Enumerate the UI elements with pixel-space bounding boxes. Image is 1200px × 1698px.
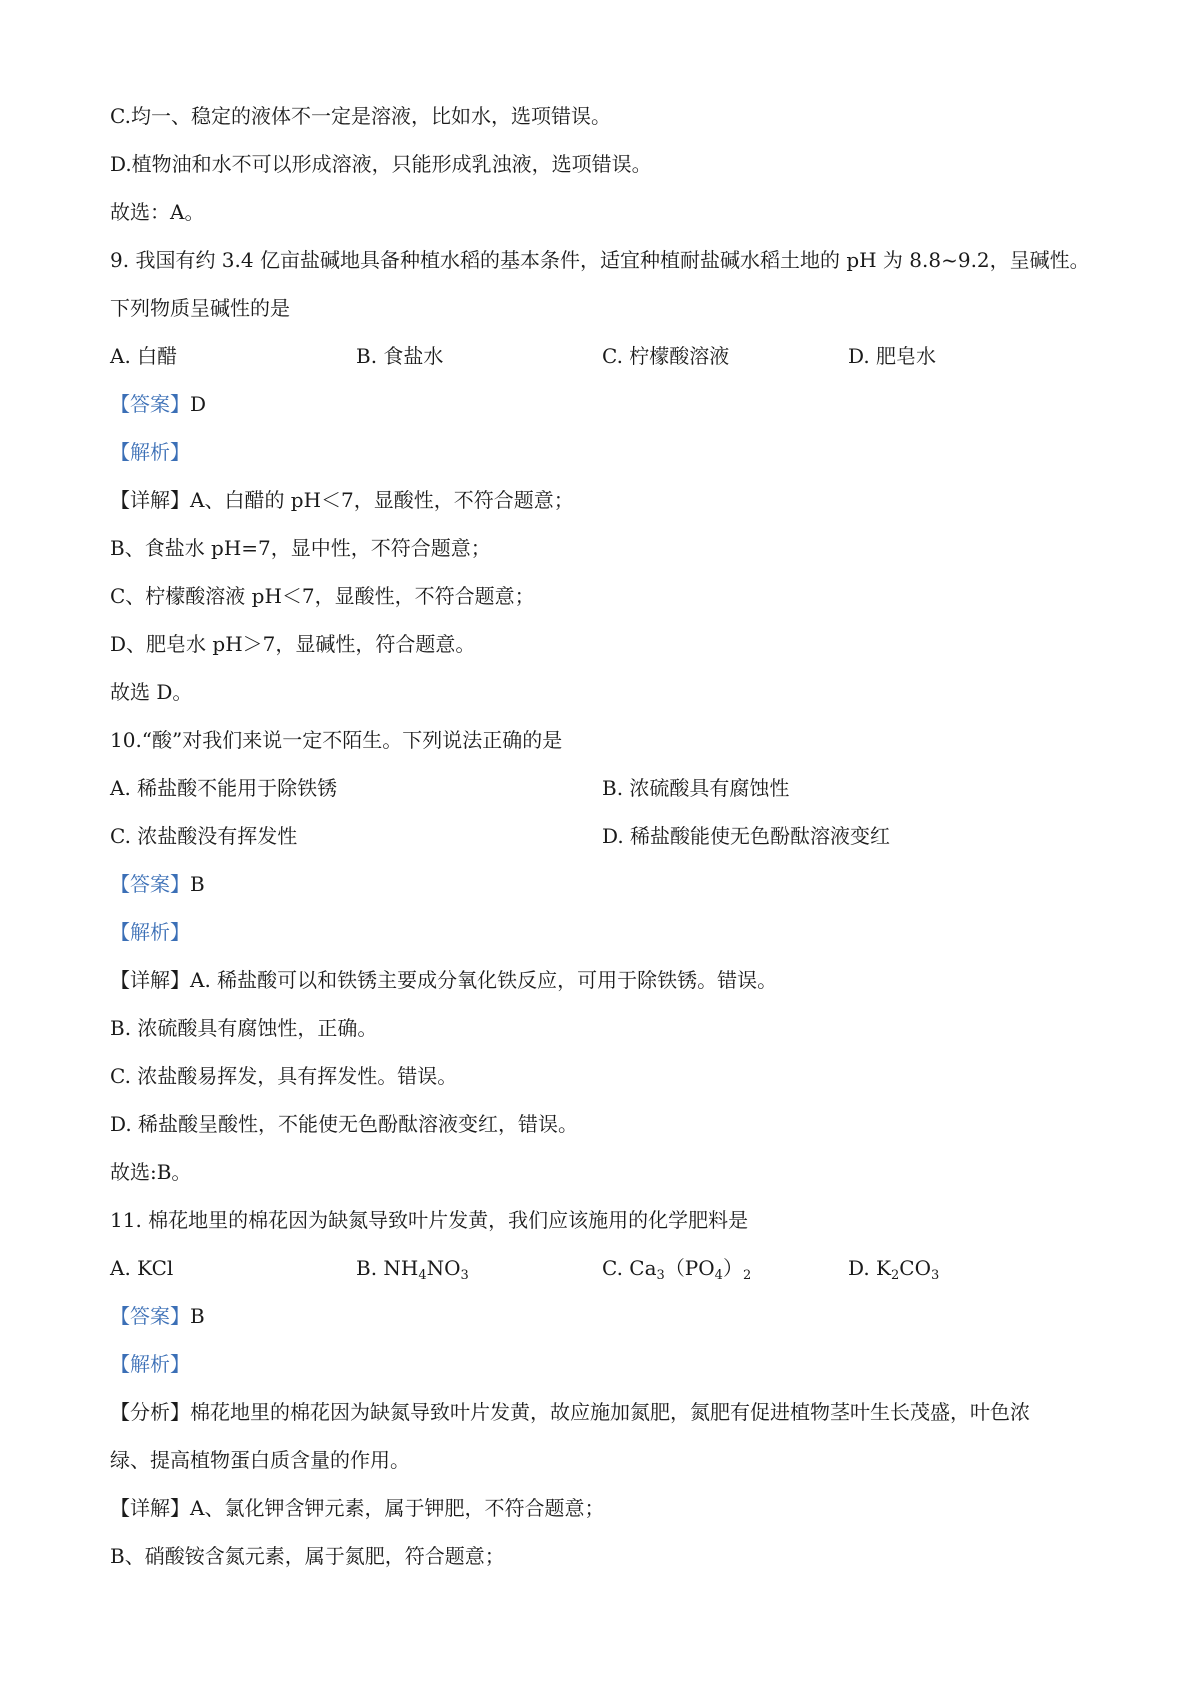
answer-tag: 【答案】	[110, 1304, 190, 1328]
answer-value: B	[190, 1304, 205, 1328]
question-10-stem: 10.“酸”对我们来说一定不陌生。下列说法正确的是	[110, 728, 563, 752]
question-11-stem: 11. 棉花地里的棉花因为缺氮导致叶片发黄，我们应该施用的化学肥料是	[110, 1208, 749, 1232]
answer-line	[110, 860, 1110, 908]
detail-tag: 【详解】	[110, 1496, 190, 1520]
document-page	[110, 92, 1110, 1580]
option-d: D. $K_2CO_3$	[848, 1256, 940, 1283]
analysis-text: 棉花地里的棉花因为缺氮导致叶片发黄，故应施加氮肥，氮肥有促进植物茎叶生长茂盛，叶色浓	[190, 1400, 1030, 1424]
detail-tag: 【详解】	[110, 968, 190, 992]
answer-tag: 【答案】	[110, 872, 190, 896]
conclusion-line: 故选 D。	[110, 680, 193, 704]
detail-line	[110, 1484, 1110, 1532]
answer-tag: 【答案】	[110, 392, 190, 416]
conclusion-line: 故选:B。	[110, 1160, 192, 1184]
question-9-options	[110, 332, 1110, 380]
option-a: A. 白醋	[110, 344, 178, 368]
question-9-stem-cont: 下列物质呈碱性的是	[110, 296, 290, 320]
text-line: 故选：A。	[110, 200, 205, 224]
detail-line: B、食盐水 pH=7，显中性，不符合题意；	[110, 536, 491, 560]
detail-line: C. 浓盐酸易挥发，具有挥发性。错误。	[110, 1064, 458, 1088]
option-c: C. 浓盐酸没有挥发性	[110, 824, 298, 848]
option-c: C. $Ca_3(PO_4)_2$	[602, 1256, 752, 1283]
detail-line: B. 浓硫酸具有腐蚀性，正确。	[110, 1016, 378, 1040]
detail-tag: 【详解】	[110, 488, 190, 512]
option-d: D. 肥皂水	[848, 344, 937, 368]
answer-value: D	[190, 392, 207, 416]
detail-text: A、氯化钾含钾元素，属于钾肥，不符合题意；	[190, 1496, 605, 1520]
text-line: D.植物油和水不可以形成溶液，只能形成乳浊液，选项错误。	[110, 152, 652, 176]
detail-text: A. 稀盐酸可以和铁锈主要成分氧化铁反应，可用于除铁锈。错误。	[190, 968, 778, 992]
detail-line: D. 稀盐酸呈酸性，不能使无色酚酞溶液变红，错误。	[110, 1112, 579, 1136]
answer-value: B	[190, 872, 205, 896]
answer-line	[110, 380, 1110, 428]
analysis-tag: 【解析】	[110, 920, 190, 944]
answer-line	[110, 1292, 1110, 1340]
analysis-line	[110, 1388, 1110, 1436]
option-c: C. 柠檬酸溶液	[602, 344, 730, 368]
option-b: B. $NH_4NO_3$	[356, 1256, 469, 1283]
option-b: B. 浓硫酸具有腐蚀性	[602, 776, 790, 800]
analysis-line: 绿、提高植物蛋白质含量的作用。	[110, 1448, 410, 1472]
option-a: A. 稀盐酸不能用于除铁锈	[110, 776, 338, 800]
detail-line: B、硝酸铵含氮元素，属于氮肥，符合题意；	[110, 1544, 505, 1568]
detail-line	[110, 476, 1110, 524]
analysis-sub-tag: 【分析】	[110, 1400, 190, 1424]
question-10-options-row2	[110, 812, 1110, 860]
detail-line: D、肥皂水 pH＞7，显碱性，符合题意。	[110, 632, 476, 656]
analysis-tag: 【解析】	[110, 440, 190, 464]
question-10-options-row1	[110, 764, 1110, 812]
option-a: A. KCl	[110, 1256, 174, 1280]
analysis-tag: 【解析】	[110, 1352, 190, 1376]
question-9-stem: 9. 我国有约 3.4 亿亩盐碱地具备种植水稻的基本条件，适宜种植耐盐碱水稻土地的 pH 为 8.8~9.2，呈碱性。	[110, 248, 1090, 272]
detail-line	[110, 956, 1110, 1004]
option-d: D. 稀盐酸能使无色酚酞溶液变红	[602, 824, 891, 848]
text-line: C.均一、稳定的液体不一定是溶液，比如水，选项错误。	[110, 104, 611, 128]
detail-text: A、白醋的 pH＜7，显酸性，不符合题意；	[190, 488, 574, 512]
option-b: B. 食盐水	[356, 344, 444, 368]
detail-line: C、柠檬酸溶液 pH＜7，显酸性，不符合题意；	[110, 584, 535, 608]
question-11-options	[110, 1244, 1110, 1292]
